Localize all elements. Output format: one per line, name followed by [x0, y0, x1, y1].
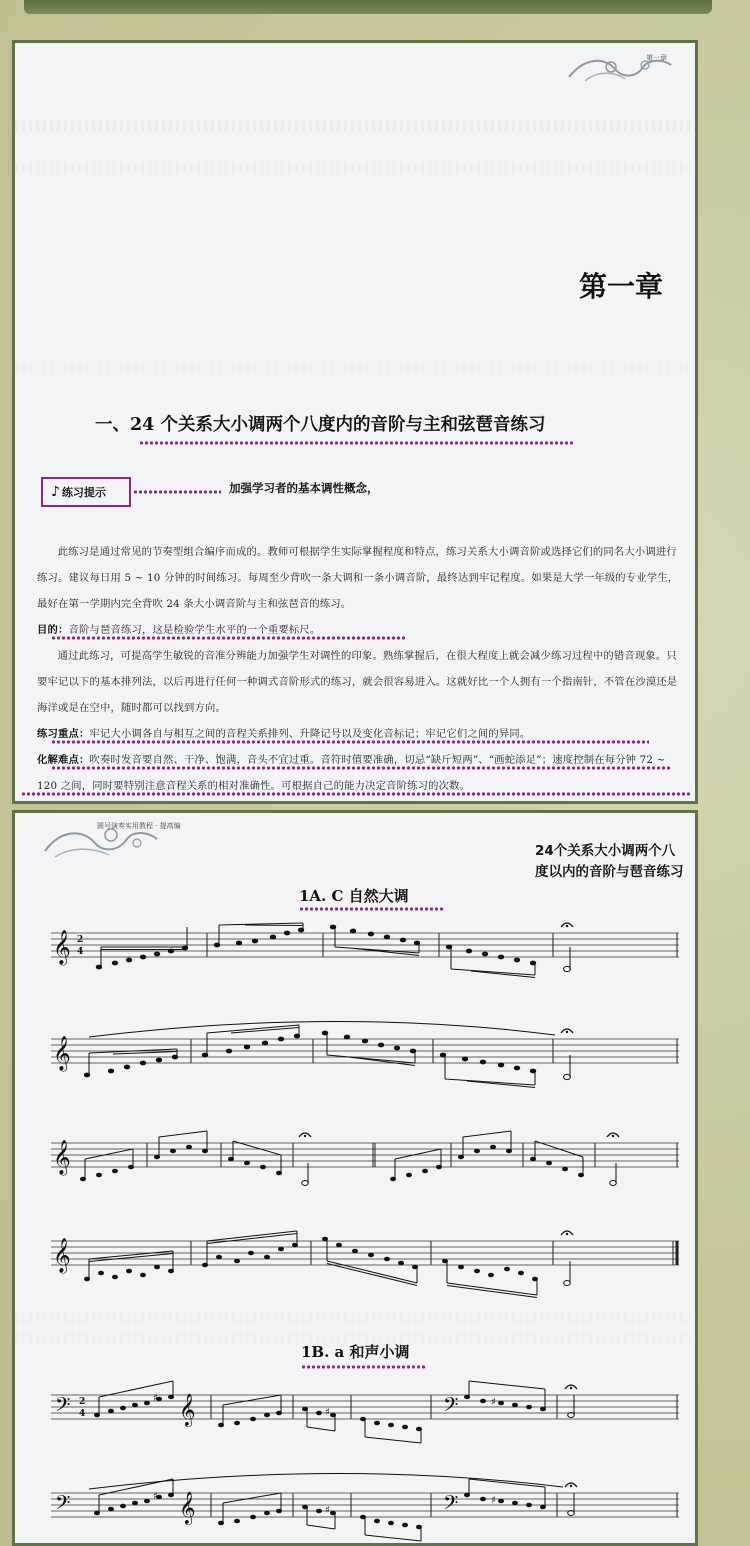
- book-page-2: [12, 810, 698, 1546]
- svg-text:𝄞: 𝄞: [179, 1491, 196, 1524]
- svg-text:2: 2: [77, 935, 84, 945]
- staff-1a-line2: [15, 1019, 698, 1099]
- svg-text:𝄞: 𝄞: [53, 1036, 71, 1071]
- staff-1b-line1: [15, 1375, 698, 1455]
- page-header-mark: 第一章: [646, 54, 667, 62]
- goal-label: 目的：: [37, 624, 69, 636]
- svg-text:♯: ♯: [153, 1393, 158, 1404]
- svg-text:𝄢: 𝄢: [55, 1491, 71, 1519]
- svg-text:𝄞: 𝄞: [53, 1140, 71, 1175]
- top-banner: [24, 0, 712, 14]
- book-page-1: [12, 40, 698, 804]
- svg-text:♯: ♯: [153, 1491, 158, 1502]
- focus-label: 练习重点：: [37, 728, 90, 740]
- svg-text:♯: ♯: [325, 1505, 330, 1516]
- goal-underline: [51, 636, 405, 640]
- bleed-through-text: [15, 121, 695, 131]
- focus-text: 牢记大小调各自与相互之间的音程关系排列、升降记号以及变化音标记；牢记它们之间的异同。: [89, 728, 531, 740]
- focus-underline: [51, 740, 649, 744]
- section-title-1a: 1A. C 自然大调: [299, 887, 409, 905]
- staff-1a-line4: [15, 1221, 698, 1305]
- svg-text:𝄢: 𝄢: [443, 1393, 459, 1421]
- tip-label: 练习提示: [61, 486, 106, 499]
- side-annotation: 24个关系大小调两个八度以内的音阶与琶音练习: [535, 843, 684, 880]
- svg-text:2: 2: [79, 1397, 86, 1407]
- bleed-through-text: [15, 1313, 695, 1323]
- section-1b-underline: [301, 1365, 427, 1369]
- tip-connector: [133, 490, 221, 494]
- svg-text:𝄞: 𝄞: [179, 1393, 196, 1426]
- body-paragraph: 通过此练习，可提高学生敏锐的音准分辨能力加强学生对调性的印象。熟练掌握后，在很大程度上就会减少练习过程中的错音现象。只要牢记以下的基本排列法，以后再进行任何一种调式音阶形式的练习，就会很容易进入。这就好比一个人拥有一个指南针，不管在沙漠还是海洋或是在空中，随时都可以找到方向。: [37, 650, 678, 714]
- svg-text:𝄞: 𝄞: [53, 930, 71, 965]
- page-header-mark: 圆号演奏实用教程 · 提高编: [97, 822, 181, 830]
- svg-text:𝄢: 𝄢: [55, 1393, 71, 1421]
- svg-text:𝄞: 𝄞: [53, 1238, 71, 1273]
- svg-text:4: 4: [79, 1409, 86, 1419]
- svg-text:4: 4: [77, 947, 84, 957]
- goal-text: 音阶与琶音练习，这是检验学生水平的一个重要标尺。: [68, 624, 321, 636]
- heading-underline: [139, 441, 575, 445]
- music-note-icon: ♪: [51, 484, 60, 500]
- bleed-through-staff: [15, 363, 695, 373]
- svg-text:♯: ♯: [491, 1397, 496, 1408]
- svg-text:♯: ♯: [491, 1495, 496, 1506]
- tip-description: 加强学习者的基本调性概念，: [229, 481, 379, 495]
- difficulty-text: 吹奏时发音要自然、干净、饱满，音头不宜过重。音符时值要准确，切忌“缺斤短两”、“画蛇添足”；速度控制在每分钟 72 ~ 120 之间，同时要特别注意音程关系的相对准确性。可根据自己的能力决定音阶练习的次数。: [37, 754, 666, 792]
- staff-1a-line3: [15, 1123, 698, 1203]
- section-title-1b: 1B. a 和声小调: [301, 1343, 410, 1361]
- staff-1a-line1: [15, 913, 698, 989]
- svg-text:𝄢: 𝄢: [443, 1491, 459, 1519]
- difficulty-underline-2: [21, 792, 691, 796]
- tip-box: [41, 477, 131, 507]
- difficulty-underline: [51, 766, 671, 770]
- section-1a-underline: [299, 907, 445, 911]
- staff-1b-line2: [15, 1465, 698, 1545]
- difficulty-label: 化解难点：: [37, 754, 90, 766]
- intro-paragraph: 此练习是通过常见的节奏型组合编序而成的。教师可根据学生实际掌握程度和特点，练习关系大小调音阶或选择它们的同名大小调进行练习。建议每日用 5 ~ 10 分钟的时间练习。每周至少背吹一条大调和一条小调音阶，最终达到牢记程度。如果是大学一年级的专业学生，最好在第一学期内完全背吹 24 条大小调音阶与主和弦琶音的练习。: [37, 546, 679, 610]
- svg-text:♯: ♯: [325, 1407, 330, 1418]
- chapter-title: 第一章: [578, 270, 663, 303]
- bleed-through-staff: [15, 163, 695, 173]
- section-heading: 一、24 个关系大小调两个八度内的音阶与主和弦琶音练习: [95, 415, 546, 435]
